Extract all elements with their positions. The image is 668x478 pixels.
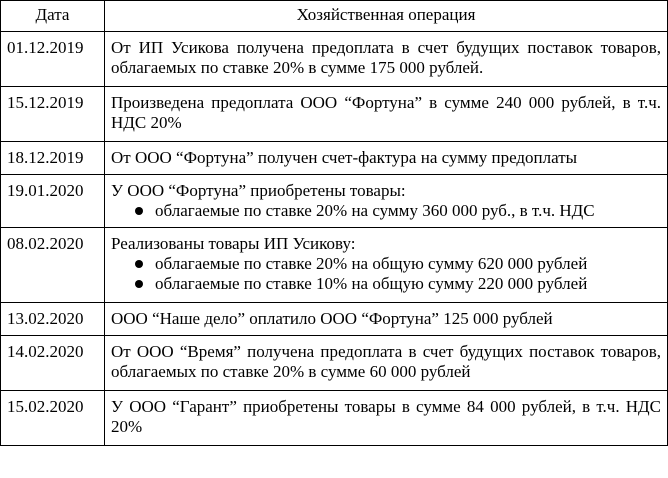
bullet-icon (135, 207, 143, 215)
operation-text: У ООО “Гарант” приобретены товары в сумме 84 000 рублей, в т.ч. НДС 20% (111, 397, 661, 436)
row-operation (105, 391, 668, 446)
row-operation (105, 175, 668, 228)
table-row (1, 87, 668, 142)
operation-bullet-list (111, 201, 661, 221)
row-operation (105, 142, 668, 175)
row-date: 15.02.2020 (1, 391, 105, 446)
row-date: 13.02.2020 (1, 303, 105, 336)
list-item (135, 201, 661, 221)
row-date: 15.12.2019 (1, 87, 105, 142)
table-row (1, 303, 668, 336)
operation-bullet-list (111, 254, 661, 294)
date-column-header: Дата (1, 1, 105, 32)
row-date: 14.02.2020 (1, 336, 105, 391)
list-item (135, 254, 661, 274)
table-row (1, 32, 668, 87)
bullet-icon (135, 280, 143, 288)
operation-text: Реализованы товары ИП Усикову: (111, 234, 356, 253)
operation-text: ООО “Наше дело” оплатило ООО “Фортуна” 125 000 рублей (111, 309, 553, 328)
row-operation (105, 87, 668, 142)
table-header-row (1, 1, 668, 32)
row-date: 18.12.2019 (1, 142, 105, 175)
table-row (1, 391, 668, 446)
row-operation (105, 303, 668, 336)
table-row (1, 336, 668, 391)
list-item (135, 274, 661, 294)
operation-text: От ООО “Фортуна” получен счет-фактура на сумму предоплаты (111, 148, 578, 167)
operation-column-header: Хозяйственная операция (105, 1, 668, 32)
row-date: 19.01.2020 (1, 175, 105, 228)
row-operation (105, 228, 668, 303)
bullet-text: облагаемые по ставке 20% на сумму 360 000 руб., в т.ч. НДС (155, 201, 595, 220)
operation-text: Произведена предоплата ООО “Фортуна” в сумме 240 000 рублей, в т.ч. НДС 20% (111, 93, 661, 132)
bullet-icon (135, 260, 143, 268)
row-operation (105, 32, 668, 87)
row-date: 08.02.2020 (1, 228, 105, 303)
table-row (1, 175, 668, 228)
row-date: 01.12.2019 (1, 32, 105, 87)
bullet-text: облагаемые по ставке 10% на общую сумму 220 000 рублей (155, 274, 588, 293)
operation-text: От ООО “Время” получена предоплата в счет будущих поставок товаров, облагаемых по ставке 20% в сумме 60 000 рублей (111, 342, 661, 381)
operation-text: У ООО “Фортуна” приобретены товары: (111, 181, 406, 200)
operation-text: От ИП Усикова получена предоплата в счет будущих поставок товаров, облагаемых по ставке 20% в сумме 175 000 рублей. (111, 38, 661, 77)
bullet-text: облагаемые по ставке 20% на общую сумму 620 000 рублей (155, 254, 588, 273)
table-row (1, 142, 668, 175)
row-operation (105, 336, 668, 391)
table-row (1, 228, 668, 303)
